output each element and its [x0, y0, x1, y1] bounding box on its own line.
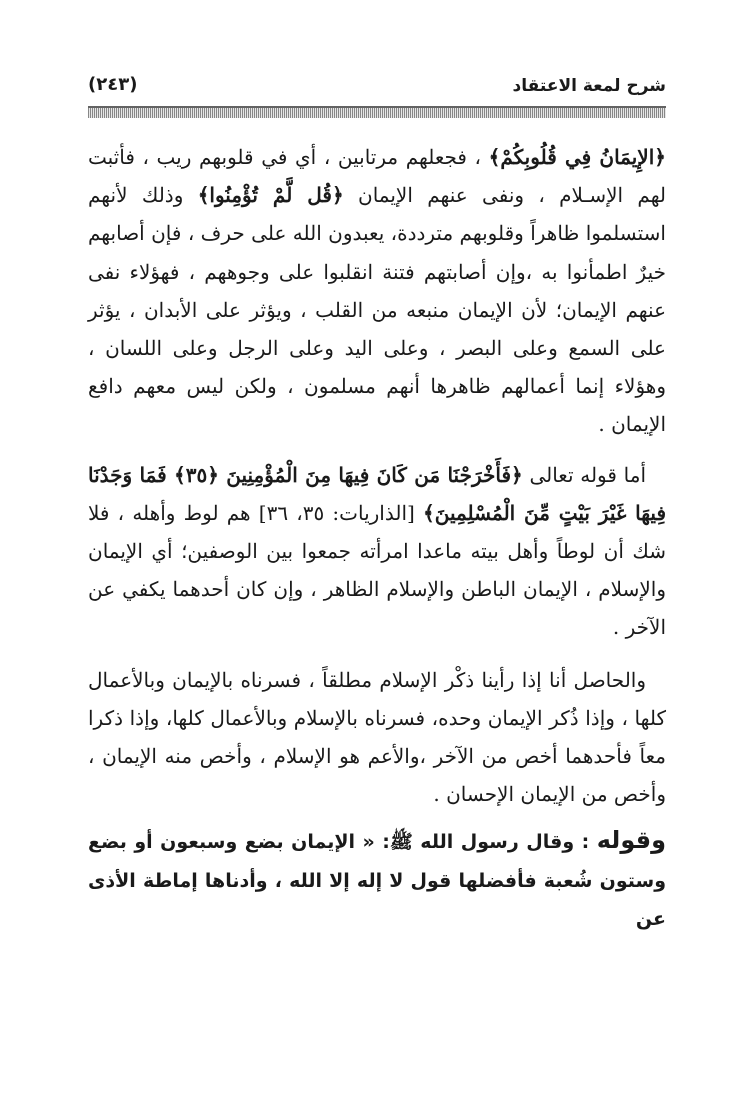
page-number: (٢٤٣) — [88, 74, 138, 95]
running-title: شرح لمعة الاعتقاد — [512, 76, 666, 96]
quran-quote: ﴿الإِيمَانُ فِي قُلُوبِكُمْ﴾ — [488, 145, 666, 169]
paragraph-spacer — [88, 647, 666, 661]
header-divider — [88, 106, 666, 118]
paragraph-text: وذلك لأنهم استسلموا ظاهراً وقلوبهم مترددة، يعبدون الله على حرف ، فإن أصابهم خيرٌ اطمأنوا به ،وإن أصابتهم فتنة انقلبوا على وجوههم ، فهؤلاء نفى عنهم الإيمان؛ لأن الإيمان منبعه من القلب ، ويؤثر على الأبدان ، يؤثر على السمع وعلى البصر ، وعلى اليد وعلى الرجل وعلى اللسان ، وهؤلاء إنما أعمالهم ظاهرها أنهم مسلمون ، ولكن ليس معهم دافع الإيمان . — [88, 183, 666, 437]
paragraph-text: والحاصل أنا إذا رأينا ذكْر الإسلام مطلقاً ، فسرناه بالإيمان وبالأعمال كلها ، وإذا ذُكر الإيمان وحده، فسرناه بالإسلام وبالأعمال كلها، وإذا ذكرا معاً فأحدهما أخص من الآخر ،والأعم هو الإسلام ، وأخص منه الإيمان ، وأخص من الإيمان الإحسان . — [88, 667, 666, 807]
hadith-text: : وقال رسول الله ﷺ: « الإيمان بضع وسبعون أو بضع وستون شُعبة فأفضلها قول لا إله إلا الله ، وأدناها إماطة الأذى عن — [88, 831, 666, 930]
paragraph-1 — [88, 138, 666, 444]
page-body — [88, 138, 666, 938]
page-header — [88, 74, 666, 102]
paragraph-text: [الذاريات: ٣٥، ٣٦] هم لوط وأهله ، فلا شك أن لوطاً وأهل بيته ماعدا امرأته جمعوا بين الوصفين؛ أي الإيمان والإسلام ، الإيمان الباطن والإسلام الظاهر ، وإن كان أحدهما يكفي عن الآخر . — [88, 500, 666, 640]
section-label: وقوله — [596, 826, 666, 855]
paragraph-text: ، فجعلهم مرتابين ، أي في قلوبهم ريب ، فأثبت لهم الإسـلام ، ونفى عنهم الإيمان — [88, 145, 667, 208]
quran-quote: ﴿فَأَخْرَجْنَا مَن كَانَ فِيهَا مِنَ الْمُؤْمِنِينَ ﴿٣٥﴾ فَمَا وَجَدْنَا فِيهَا غَيْرَ بَيْتٍ مِّنَ الْمُسْلِمِينَ﴾ — [88, 462, 667, 525]
paragraph-spacer — [88, 444, 666, 456]
quran-quote: ﴿قُل لَّمْ تُؤْمِنُوا﴾ — [197, 183, 344, 208]
paragraph-2 — [88, 456, 666, 647]
paragraph-text: أما قوله تعالى — [529, 462, 647, 487]
paragraph-3 — [88, 661, 666, 814]
paragraph-spacer — [88, 813, 666, 821]
paragraph-4 — [88, 821, 666, 938]
